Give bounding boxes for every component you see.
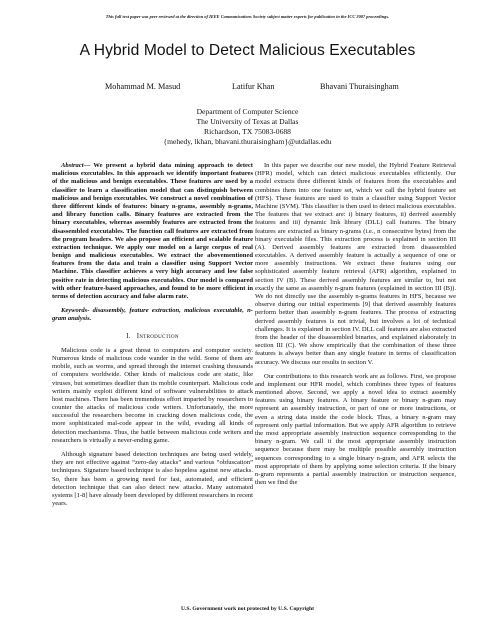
author-list — [0, 82, 495, 94]
affiliation — [0, 107, 495, 147]
copyright-footnote: U.S. Government work not protected by U.S. Copyright — [180, 606, 315, 612]
section-name: Introduction — [136, 332, 179, 340]
abstract — [52, 162, 253, 301]
author-name: Latifur Khan — [232, 82, 275, 91]
paper-title: A Hybrid Model to Detect Malicious Executables — [79, 42, 416, 59]
affiliation-dept: Department of Computer Science — [196, 107, 299, 116]
right-column — [255, 162, 456, 594]
peer-review-note: This full text paper was peer reviewed at the direction of IEEE Communications Society subject matter experts for publication in the ICC 2007 proceedings. — [105, 14, 390, 19]
section-number: I. — [126, 332, 131, 340]
body-paragraph: Malicious code is a great threat to computers and computer society. Numerous kinds of malicious code wander in the wild. Some of them are mobile, such as worms, and spread through the internet crashing thousands of computers worldwide. Other kinds of malicious code are static, like viruses, but sometimes deadlier than its mobile counterpart. Malicious code writers mainly exploit different kind of software vulnerabilities to attack host machines. There has been tremendous effort imparted by researchers to counter the attacks of malicious code writers. Unfortunately, the more successful the researchers become in cracking down malicious code, the more sophisticated mal-code appear in the wild, evading all kinds of detection mechanisms. Thus, the battle between malicious code writers and researchers is virtually a never-ending game. — [52, 346, 253, 444]
keywords: Keywords- disassembly, feature extraction, malicious executable, n-gram analysis. — [52, 307, 253, 323]
affiliation-city: Richardson, TX 75083-0688 — [204, 127, 291, 136]
body-paragraph: In this paper we describe our new model, the Hybrid Feature Retrieval (HFR) model, which can detect malicious executables efficiently. Our model extracts three different kinds of features from the executables and combines them into one feature set, which we call the hybrid feature set (HFS). These features are used to train a classifier using Support Vector Machine (SVM). This classifier is then used to detect malicious executables. The features that we extract are: i) binary features, ii) derived assembly features and iii) dynamic link library (DLL) call features. The binary features are extracted as binary n-grams (i.e., n consecutive bytes) from the binary executable files. This extraction process is explained in section III (A). Derived assembly features are extracted from disassembled executables. A derived assembly feature is actually a sequence of one or more assembly instructions. We extract these features using our sophisticated assembly feature retrieval (AFR) algorithm, explained in section IV (B). These derived assembly features are similar to, but not exactly the same as assembly n-gram features (explained in section III (B)). We do not directly use the assembly n-grams features in HFS, because we observe during our initial experiments [9] that derived assembly features perform better than assembly n-gram features. The process of extracting derived assembly features is not trivial, but involves a lot of technical challenges. It is explained in section IV. DLL call features are also extracted from the header of the disassembled binaries, and explained elaborately in section III (C). We show empirically that the combination of these three features is always better than any single feature in terms of classification accuracy. We discuss our results in section V. — [255, 162, 456, 366]
body-paragraph: Our contributions to this research work are as follows. First, we propose and implement our HFR model, which combines three types of features mentioned above. Second, we apply a novel idea to extract assembly features using binary features. A binary feature or binary n-gram may represent an assembly instruction, or part of one or more instructions, or even a string data inside the code block. Thus, a binary n-gram may represent only partial information. But we apply AFR algorithm to retrieve the most appropriate assembly instruction sequence corresponding to the binary n-gram. We call it the most appropriate assembly instruction sequence because there may be multiple possible assembly instruction sequences corresponding to a single binary n-gram, and AFR selects the most appropriate of them by applying some selection criteria. If the binary n-gram represents a partial assembly instruction or instruction sequence, then we find the — [255, 372, 456, 487]
body-paragraph: Although signature based detection techniques are being used widely, they are not effective against “zero-day attacks” and various “obfuscation” techniques. Signature based technique is also hopeless against new attacks. So, there has been a growing need for fast, automated, and efficient detection technique that can also detect new attacks. Many automated systems [1-8] have already been developed by different researchers in recent years. — [52, 451, 253, 508]
author-name: Bhavani Thuraisingham — [320, 82, 399, 91]
author-name: Mohammad M. Masud — [105, 82, 181, 91]
abstract-text: — We present a hybrid data mining approach to detect malicious executables. In this approach we identify important features of the malicious and benign executables. These features are used by a classifier to learn a classification model that can distinguish between malicious and benign executables. We construct a novel combination of three different kinds of features: binary n-grams, assembly n-grams, and library function calls. Binary features are extracted from the binary executables, whereas assembly features are extracted from the disassembled executables. The function call features are extracted from the program headers. We also propose an efficient and scalable feature extraction technique. We apply our model on a large corpus of real benign and malicious executables. We extract the abovementioned features from the data and train a classifier using Support Vector Machine. This classifier achieves a very high accuracy and low false positive rate in detecting malicious executables. Our model is compared with other feature-based approaches, and found to be more efficient in terms of detection accuracy and false alarm rate. — [52, 162, 253, 300]
affiliation-univ: The University of Texas at Dallas — [196, 117, 299, 126]
left-column — [52, 162, 253, 594]
section-heading-introduction — [52, 333, 253, 341]
affiliation-email: {mehedy, lkhan, bhavani.thuraisingham}@utdallas.edu — [163, 137, 332, 146]
abstract-lead: Abstract — [61, 162, 84, 169]
